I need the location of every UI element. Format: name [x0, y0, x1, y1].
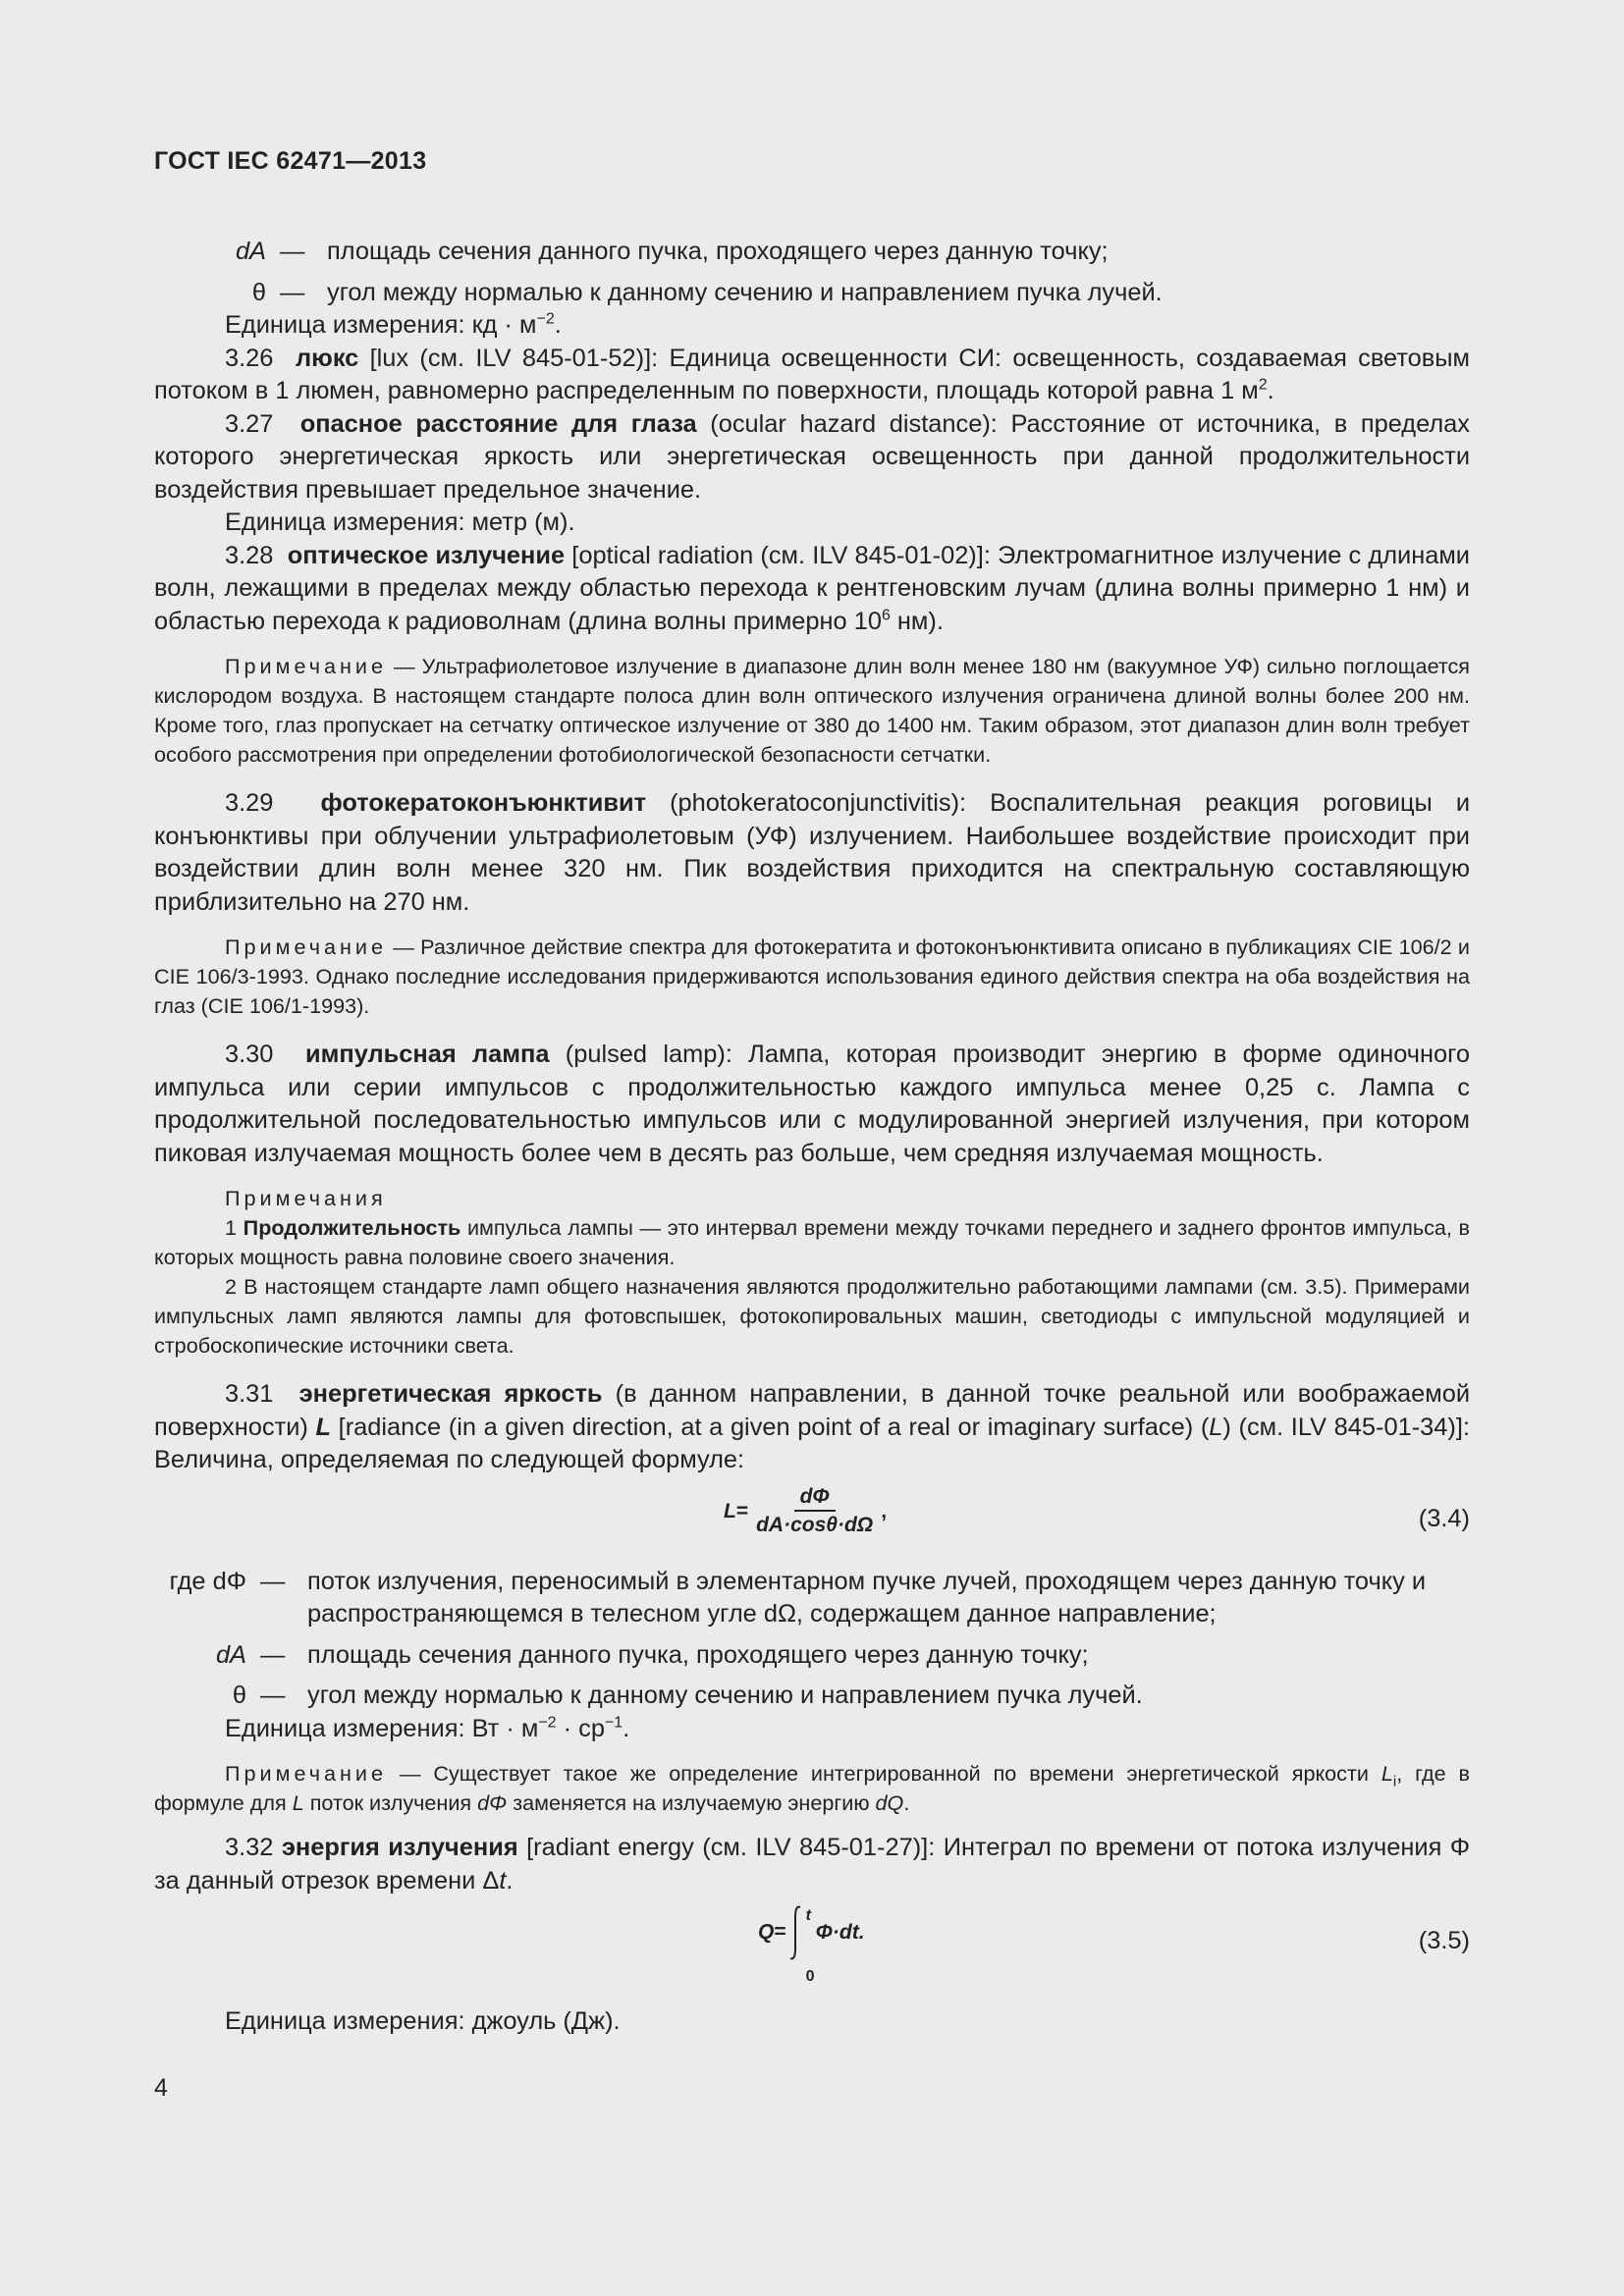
definition-dash: — — [260, 1567, 286, 1595]
definition-symbol: θ — [251, 278, 266, 306]
definition-text: угол между нормалью к данному сечению и направлением пучка лучей. — [327, 278, 1163, 306]
note-1-3-30: 1 Продолжительность импульса лампы — это интервал времени между точками переднего и заднего фронтов импульса, в которых мощность равна половине своего значения. — [154, 1215, 1470, 1269]
document-header: ГОСТ IEC 62471—2013 — [154, 147, 427, 175]
formula-3-4 — [154, 1485, 1470, 1554]
equation-number: (3.4) — [1418, 1504, 1470, 1532]
note-label: Примечание — [225, 1761, 387, 1786]
term-3-30: 3.30 импульсная лампа (pulsed lamp): Лампа, которая производит энергию в форме одиночного импульса или серии импульсов с продолжительностью каждого импульса менее 0,25 с. Лампа с продолжительной последовательностью импульсов или с модулированной энергией излучения, при котором пиковая излучаемая мощность более чем в десять раз больше, чем средняя излучаемая мощность. — [154, 1041, 1471, 1167]
unit-line: Единица измерения: кд · $м^{-2}$. — [225, 310, 562, 339]
term-3-26: 3.26 люкс [lux (см. ILV 845-01-52)]: Единица освещенности СИ: освещенность, создаваемая световым потоком в 1 люмен, равномерно распределенным по поверхности, площадь которой равна 1 $м^2$. — [154, 344, 1470, 404]
term-name: фотокератоконъюнктивит — [320, 789, 647, 817]
formula-numerator: dΦ — [794, 1485, 836, 1512]
definition-text: угол между нормалью к данному сечению и направлением пучка лучей. — [307, 1682, 1143, 1709]
definition-dash: — — [280, 238, 305, 265]
note-label: Примечание — [225, 934, 387, 959]
formula-denominator: dA·cosθ·dΩ — [756, 1513, 874, 1536]
definition-text: поток излучения, переносимый в элементарном пучке лучей, проходящем через данную точку и распространяющемся в телесном угле dΩ, содержащем данное направление; — [307, 1567, 1427, 1628]
definition-dash: — — [260, 1682, 286, 1709]
equation-number: (3.5) — [1418, 1927, 1470, 1954]
integral-sign-icon — [786, 1903, 815, 1985]
note-3-31: Примечание — Существует такое же определение интегрированной по времени энергетической яркости $L_i$, где в формуле для L поток излучения dΦ заменяется на излучаемую энергию dQ. — [154, 1761, 1470, 1815]
note-3-29: Примечание — Различное действие спектра для фотокератита и фотоконъюнктивита описано в публикациях CIE 106/2 и CIE 106/3-1993. Однако последние исследования придерживаются использования единого действия спектра на оба воздействия на глаз (CIE 106/1-1993). — [154, 934, 1470, 1018]
note-3-28: Примечание — Ультрафиолетовое излучение в диапазоне длин волн менее 180 нм (вакуумное УФ) сильно поглощается кислородом воздуха. В настоящем стандарте полоса длин волн оптического излучения ограничена длиной волны более 200 нм. Кроме того, глаз пропускает на сетчатку оптическое излучение от 380 до 1400 нм. Таким образом, этот диапазон длин волн требует особого рассмотрения при определении фотобиологической безопасности сетчатки. — [154, 654, 1470, 767]
note-2-3-30: 2 В настоящем стандарте ламп общего назначения являются продолжительно работающими лампами (см. 3.5). Примерами импульсных ламп являются лампы для фотовспышек, фотокопировальных машин, светодиоды с импульсной модуляцией и стробоскопические источники света. — [154, 1274, 1470, 1358]
definition-text: площадь сечения данного пучка, проходящего через данную точку; — [307, 1640, 1089, 1669]
note-label: Примечание — [225, 654, 387, 678]
page-number: 4 — [154, 2074, 168, 2102]
definition-row — [154, 1566, 1470, 1631]
term-name: люкс — [296, 344, 359, 372]
term-name: оптическое излучение — [287, 541, 566, 569]
term-3-28: 3.28 оптическое излучение [optical radiation (см. ILV 845-01-02)]: Электромагнитное излучение с длинами волн, лежащими в пределах между областью перехода к рентгеновским лучам (длина волны примерно 1 нм) и областью перехода к радиоволнам (длина волны примерно $10^6$ нм). — [154, 541, 1470, 635]
notes-label: Примечания — [225, 1186, 387, 1210]
integral-lower-limit: 0 — [805, 1968, 815, 1985]
definition-text: площадь сечения данного пучка, проходящего через данную точку; — [327, 238, 1109, 265]
definition-row — [154, 236, 1470, 269]
formula-fraction — [750, 1485, 879, 1538]
definition-symbol: где dΦ — [169, 1567, 246, 1595]
formula-expression: L = $\frac{d\Phi}{dA\cdot\cos\theta\cdot d\Omega}$ , — [724, 1484, 888, 1536]
definition-row — [154, 1680, 1470, 1713]
definition-symbol: θ — [232, 1682, 246, 1709]
definition-row — [154, 1639, 1470, 1673]
term-name: опасное расстояние для глаза — [299, 409, 697, 438]
definition-dash: — — [260, 1640, 286, 1669]
term-name: импульсная лампа — [305, 1041, 550, 1068]
term-3-27: 3.27 опасное расстояние для глаза (ocular hazard distance): Расстояние от источника, в пределах которого энергетическая яркость или энергетическая освещенность при данной продолжительности воздействия превышает предельное значение. — [154, 409, 1470, 504]
term-name: энергетическая яркость — [298, 1380, 603, 1408]
integral-upper-limit: t — [805, 1907, 811, 1924]
unit-line: Единица измерения: метр (м). — [225, 508, 575, 536]
term-name: энергия излучения — [281, 1834, 518, 1861]
term-3-32: 3.32 энергия излучения [radiant energy (см. ILV 845-01-27)]: Интеграл по времени от потока излучения Φ за данный отрезок времени Δt. — [154, 1834, 1470, 1895]
unit-line: Единица измерения: джоуль (Дж). — [225, 2007, 621, 2035]
page-body — [154, 236, 1470, 2039]
term-3-29: 3.29 фотокератоконъюнктивит (photokeratoconjunctivitis): Воспалительная реакция роговицы и конъюнктивы при облучении ультрафиолетовым (УФ) излучением. Наибольшее воздействие происходит при воздействии длин волн менее 320 нм. Пик воздействия приходится на спектральную составляющую приблизительно на 270 нм. — [154, 789, 1471, 916]
unit-line: Единица измерения: Вт · $м^{-2} \cdot ср^{-1}$. — [225, 1714, 630, 1742]
formula-3-5 — [154, 1903, 1470, 1992]
definition-symbol: dA — [215, 1640, 246, 1669]
formula-expression: Q= t 0 Φ·dt. — [758, 1903, 865, 1962]
term-3-31: 3.31 энергетическая яркость (в данном направлении, в данной точке реальной или воображаемой поверхности) L [radiance (in a given direction, at a given point of a real or imaginary surface) (L) (см. ILV 845-01-34)]: Величина, определяемая по следующей формуле: — [154, 1380, 1471, 1473]
definition-symbol: dA — [235, 238, 266, 265]
definition-row — [154, 277, 1470, 310]
definition-dash: — — [280, 278, 305, 306]
